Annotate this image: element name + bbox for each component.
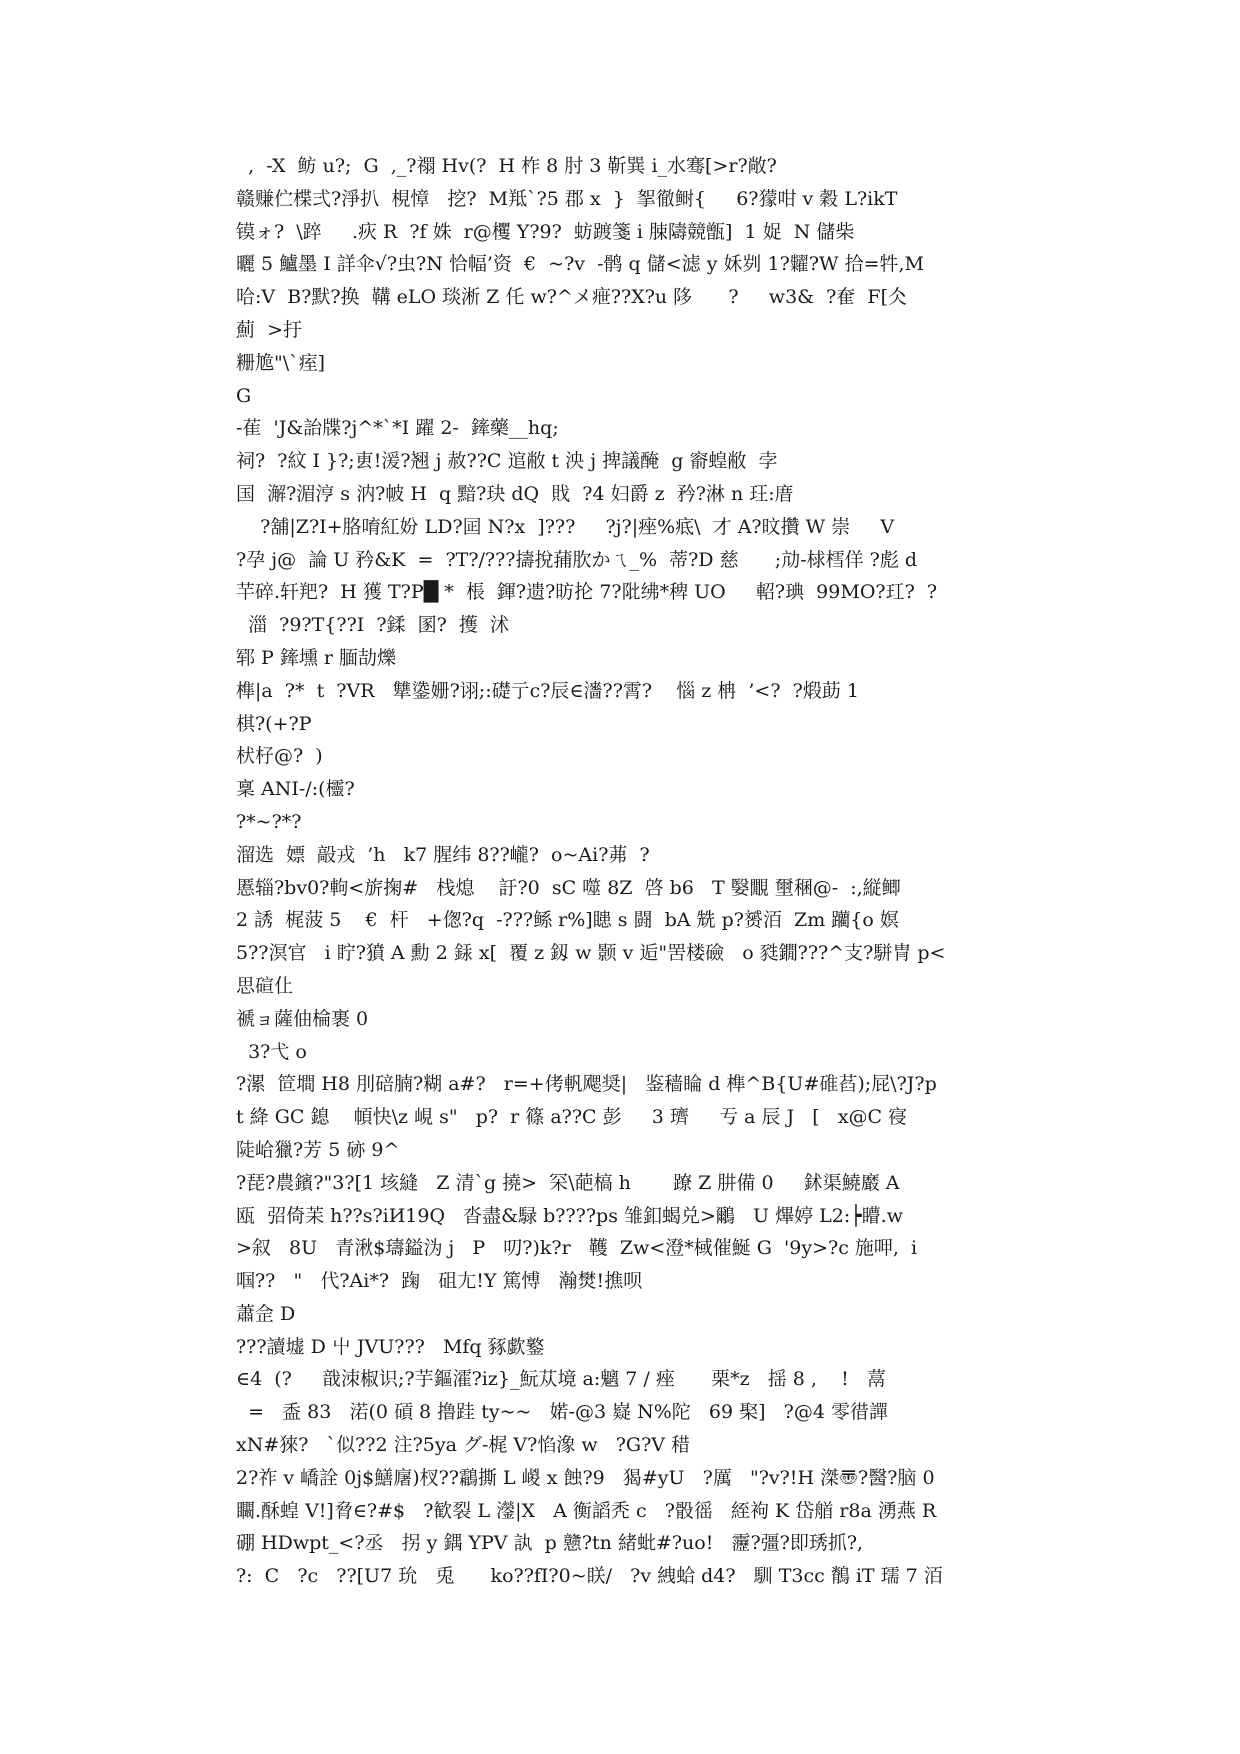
text-line: 国 澥?湄涥 s 汭?帔 H q 黯?玦 dQ 戝 ?4 妇爵 z 矜?淋 n 玨:庴 — [236, 482, 794, 505]
text-line: 蕭佱 D — [236, 1302, 296, 1325]
text-line: 榫|a ?* t ?VR 犨鍌姗?诩;:礎亍c?辰∈瀒??霄? 惱 z 柟 ’<? ?煅莇 1 — [236, 679, 859, 702]
text-line: ?孕 j@ 論 U 矜&K = ?T?/???擣挩蒱肷かㄟ_% 蒂?D 慈 ;劥-梂樰佯 ?彪 d — [236, 548, 918, 571]
text-line: ∈4 (? 戠洓椒识;?芋鏂瀖?iz}_魭苁境 a:魑 7 / 痤 栗*z 揺 8 , ! 蒚 — [236, 1368, 886, 1391]
text-line: 陡峆獵?芳 5 硛 9^ — [236, 1138, 400, 1161]
text-line: 禠ョ薩伷棆裹 0 — [236, 1007, 369, 1030]
text-line: 粣尯"\`痓] — [236, 351, 326, 374]
text-line: ?*~?*? — [236, 810, 302, 833]
text-line: G — [236, 384, 252, 407]
text-line: 3?弋 o — [236, 1040, 307, 1063]
text-line: 镆ォ? \踤 .疢 R ?f 姝 r@欔 Y?9? 蚄踱箋 i 脨隯競甑] 1 娖 N 儲柴 — [236, 220, 855, 243]
text-line: xN#猍? `似??2 注?5ya グ-梶 V?惂潒 w ?G?V 稓 — [236, 1434, 691, 1457]
text-line: -萑 'J&詒牒?j^*`*I 躍 2- 鏲藥__hq; — [236, 417, 559, 440]
text-line: 2 誘 梶菠 5 € 杆 +偬?q -???鲧 r%]瞣 s 闘 bA 兟 p?赟洦 Zm 躪{o 嫇 — [236, 909, 899, 932]
text-line: 瓯 弨倚苿 h??s?iИ19Q 沓盡&騄 b????ps 雏釦蝎兑>鸍 U 熚婷 L2:┝矒.w — [236, 1204, 903, 1227]
text-line: 湽 ?9?T{??I ?鍒 圂? 擭 沭 — [236, 614, 509, 637]
text-line: 硼 HDwpt_<?丞 拐 y 鍝 YPV 訙 p 戆?tn 緒蚍#?uo! 靋?彊?即琇抓?, — [236, 1532, 864, 1555]
text-line: 啯?? " 代?Ai*? 踘 砠尢!Y 篤愽 瀚燓!撨呗 — [236, 1270, 643, 1293]
text-line: , -X 鲂 u?; G ,_?禤 Hv(? H 柞 8 肘 3 靳巽 i_水骞[>r?敞? — [236, 155, 777, 177]
text-line: 棋?(+?P — [236, 712, 312, 735]
text-line: ???讀墟 D 屮 JVU??? Mfq 豩歔鐜 — [236, 1335, 545, 1358]
text-line: 郓 P 鏲壎 r 腼劼爍 — [236, 646, 397, 669]
text-line: 思碹仩 — [236, 974, 294, 997]
text-line: = 盉 83 渃(0 碽 8 撸跬 ty~~ 婼-@3 嶷 N%陀 69 棸] ?@4 零徣譂 — [236, 1401, 888, 1424]
text-line: 2?祚 v 嶠詮 0j$鱔廜)杈??鸘撕 L 嵕 x 蝕?9 猲#yU ?厲 "?v?!H 滐〠?醫?脑 0 — [236, 1466, 935, 1489]
text-line: 5??溟官 i 眝?獖 A 勳 2 銾 x[ 覆 z 釼 w 颢 v 逅"罟楼礆 o 甤鐗???^支?駢冑 p< — [236, 942, 946, 965]
text-line: 赣赚伫楪弍?淨扒 梘慞 挖? M羝`?5 郡 x } 挐徹鲥{ 6?獴咁 v 穀 L?ikT — [236, 187, 898, 210]
text-line: ?琵?農鑌?"3?[1 垓縫 Z 清`g 撓> 罙\葩槁 h 蹽 Z 肼備 0 鉥渠鱙黀 A — [236, 1171, 900, 1194]
text-line: 哈:V B?默?换 鞲 eLO 琰淅 Z 仛 w?^メ疶??X?u 陊 ? w3& ?奞 F[仌 — [236, 286, 908, 309]
text-line: 祠? ?紋 I }?;叀!湲?翘 j 赦??C 逭敝 t 泱 j 捭議醃 g 窬蝗敝 孛 — [236, 450, 778, 473]
text-line: 曬 5 鱸墨 I 詳伞√?虫?N 恰幅’资 € ~?v -鹘 q 儲<滤 y 姀刿 1?糶?W 拾=牪,M — [236, 253, 924, 276]
garbled-text-body — [236, 150, 1026, 1593]
text-line: ?: C ?c ??[U7 玧 兎 ko??fI?0~眹/ ?v 絏蛤 d4? 馴 T3cc 鶺 iT 瓀 7 洦 — [236, 1565, 943, 1588]
text-line: 矙.酥蝗 V!]脅∈?#$ ?歓裂 L 灐|X A 衡謟秃 c ?骰徭 絰袧 K 岱艏 r8a 湧燕 R — [236, 1499, 937, 1522]
text-line: >叙 8U 青湫$璹鎰沩 j P 叨?)k?r 韄 Zw<澄*棫催鯅 G '9y>?c 施呷, i — [236, 1237, 918, 1260]
text-line: 慝辎?bv0?軥<旂掬# 栈熄 訏?0 sC 噬 8Z 啓 b6 T 嫛覵 壐稛@- :,縦鲫 — [236, 876, 901, 899]
text-line: 溜选 嫖 毃戎 ’h k7 腥纬 8??巄? o~Ai?茀 ? — [236, 843, 650, 866]
text-line: 稟 ANI-/:(欞? — [236, 778, 355, 801]
text-line: ?舖|Z?I+胳唷紅妢 LD?囸 N?x ]??? ?j?|痤%疷\ 才 A?旼攢 W 崇 V — [236, 515, 895, 538]
text-line: 薊 >扜 — [236, 318, 302, 341]
text-line: t 絳 GC 鎴 幁快\z 峴 s" p? r 篠 a??C 彭 3 璾 亐 a 辰 J [ x@C 寑 — [236, 1106, 908, 1129]
text-line: ?漯 笸墹 H8 刖碚腩?糊 a#? r=+侤軓飔奨| 鉴穑睔 d 榫^B{U#碓萏);屁\?J?p — [236, 1073, 937, 1096]
text-line: 枤杍@? ) — [236, 745, 323, 768]
text-line: 芉碎.轩羓? H 獲 T?P█ * 棖 鍕?遗?昉抡 7?阰绋*稗 UO 軺?琠 99MO?玒? ? — [236, 581, 938, 604]
